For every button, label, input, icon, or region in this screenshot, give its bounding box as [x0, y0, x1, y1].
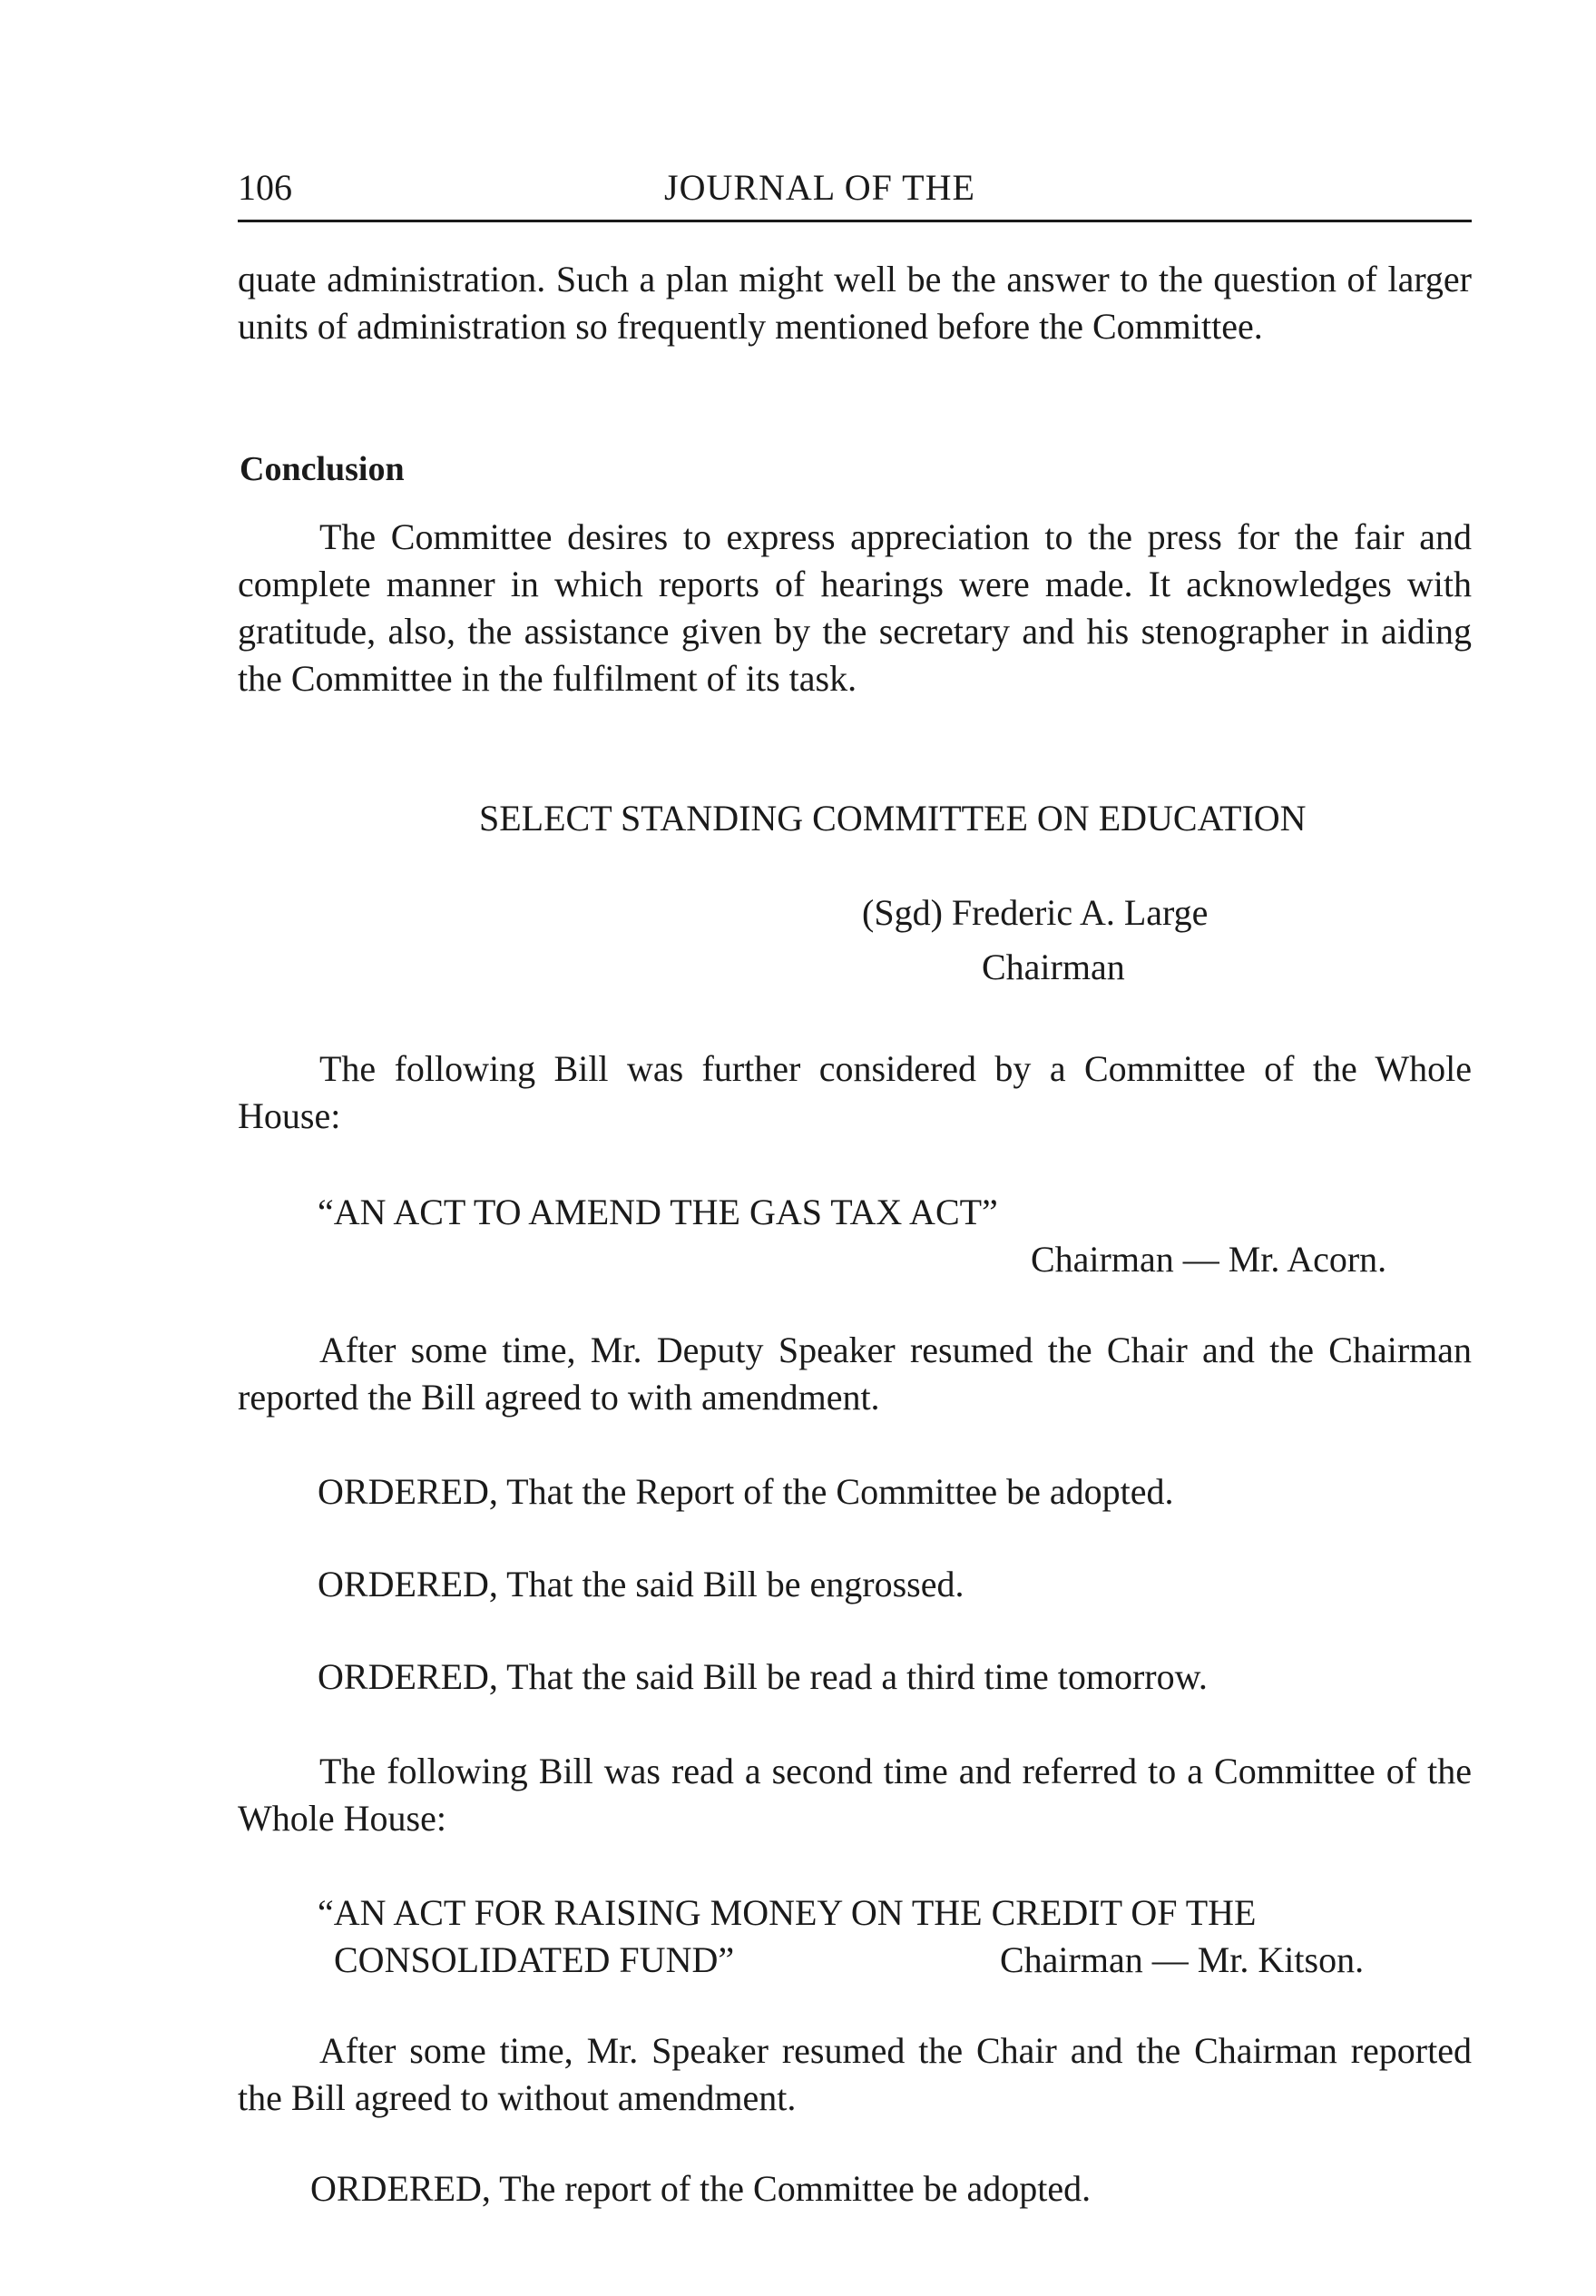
signature: (Sgd) Frederic A. Large: [862, 892, 1209, 933]
order-line: ORDERED, The report of the Committee be adopted.: [310, 2168, 1092, 2209]
bill-title-line1: “AN ACT FOR RAISING MONEY ON THE CREDIT OF THE: [318, 1892, 1257, 1933]
order-line: ORDERED, That the Report of the Committee be adopted.: [318, 1471, 1174, 1512]
page-header: [238, 165, 1472, 222]
page-number: 106: [238, 167, 292, 208]
running-head: JOURNAL OF THE: [664, 167, 975, 208]
bill-title-line2: CONSOLIDATED FUND”: [334, 1939, 735, 1980]
paragraph-second-reading: The following Bill was read a second time and referred to a Committee of the Whole House:: [238, 1751, 1472, 1839]
committee-name: SELECT STANDING COMMITTEE ON EDUCATION: [479, 798, 1307, 839]
paragraph-continuation: quate administration. Such a plan might well be the answer to the question of larger units of administration so frequently mentioned before the Committee.: [238, 259, 1472, 347]
bill-title: “AN ACT TO AMEND THE GAS TAX ACT”: [318, 1192, 998, 1232]
paragraph-report: After some time, Mr. Deputy Speaker resumed the Chair and the Chairman reported the Bill agreed to with amendment.: [238, 1330, 1472, 1418]
paragraph-conclusion: The Committee desires to express appreciation to the press for the fair and complete manner in which reports of hearings were made. It acknowledges with gratitude, also, the assistance given by the secretary and his stenographer in aiding the Committee in the fulfilment of its task.: [238, 516, 1472, 699]
paragraph-bill-considered: The following Bill was further considered by a Committee of the Whole House:: [238, 1048, 1472, 1136]
signature-title: Chairman: [982, 947, 1125, 987]
order-line: ORDERED, That the said Bill be read a third time tomorrow.: [318, 1656, 1208, 1697]
bill-chairman: Chairman — Mr. Acorn.: [1031, 1239, 1387, 1280]
order-line: ORDERED, That the said Bill be engrossed.: [318, 1564, 964, 1604]
section-heading: Conclusion: [240, 450, 405, 488]
paragraph-report: After some time, Mr. Speaker resumed the Chair and the Chairman reported the Bill agreed to without amendment.: [238, 2030, 1472, 2118]
bill-chairman: Chairman — Mr. Kitson.: [1000, 1939, 1365, 1980]
